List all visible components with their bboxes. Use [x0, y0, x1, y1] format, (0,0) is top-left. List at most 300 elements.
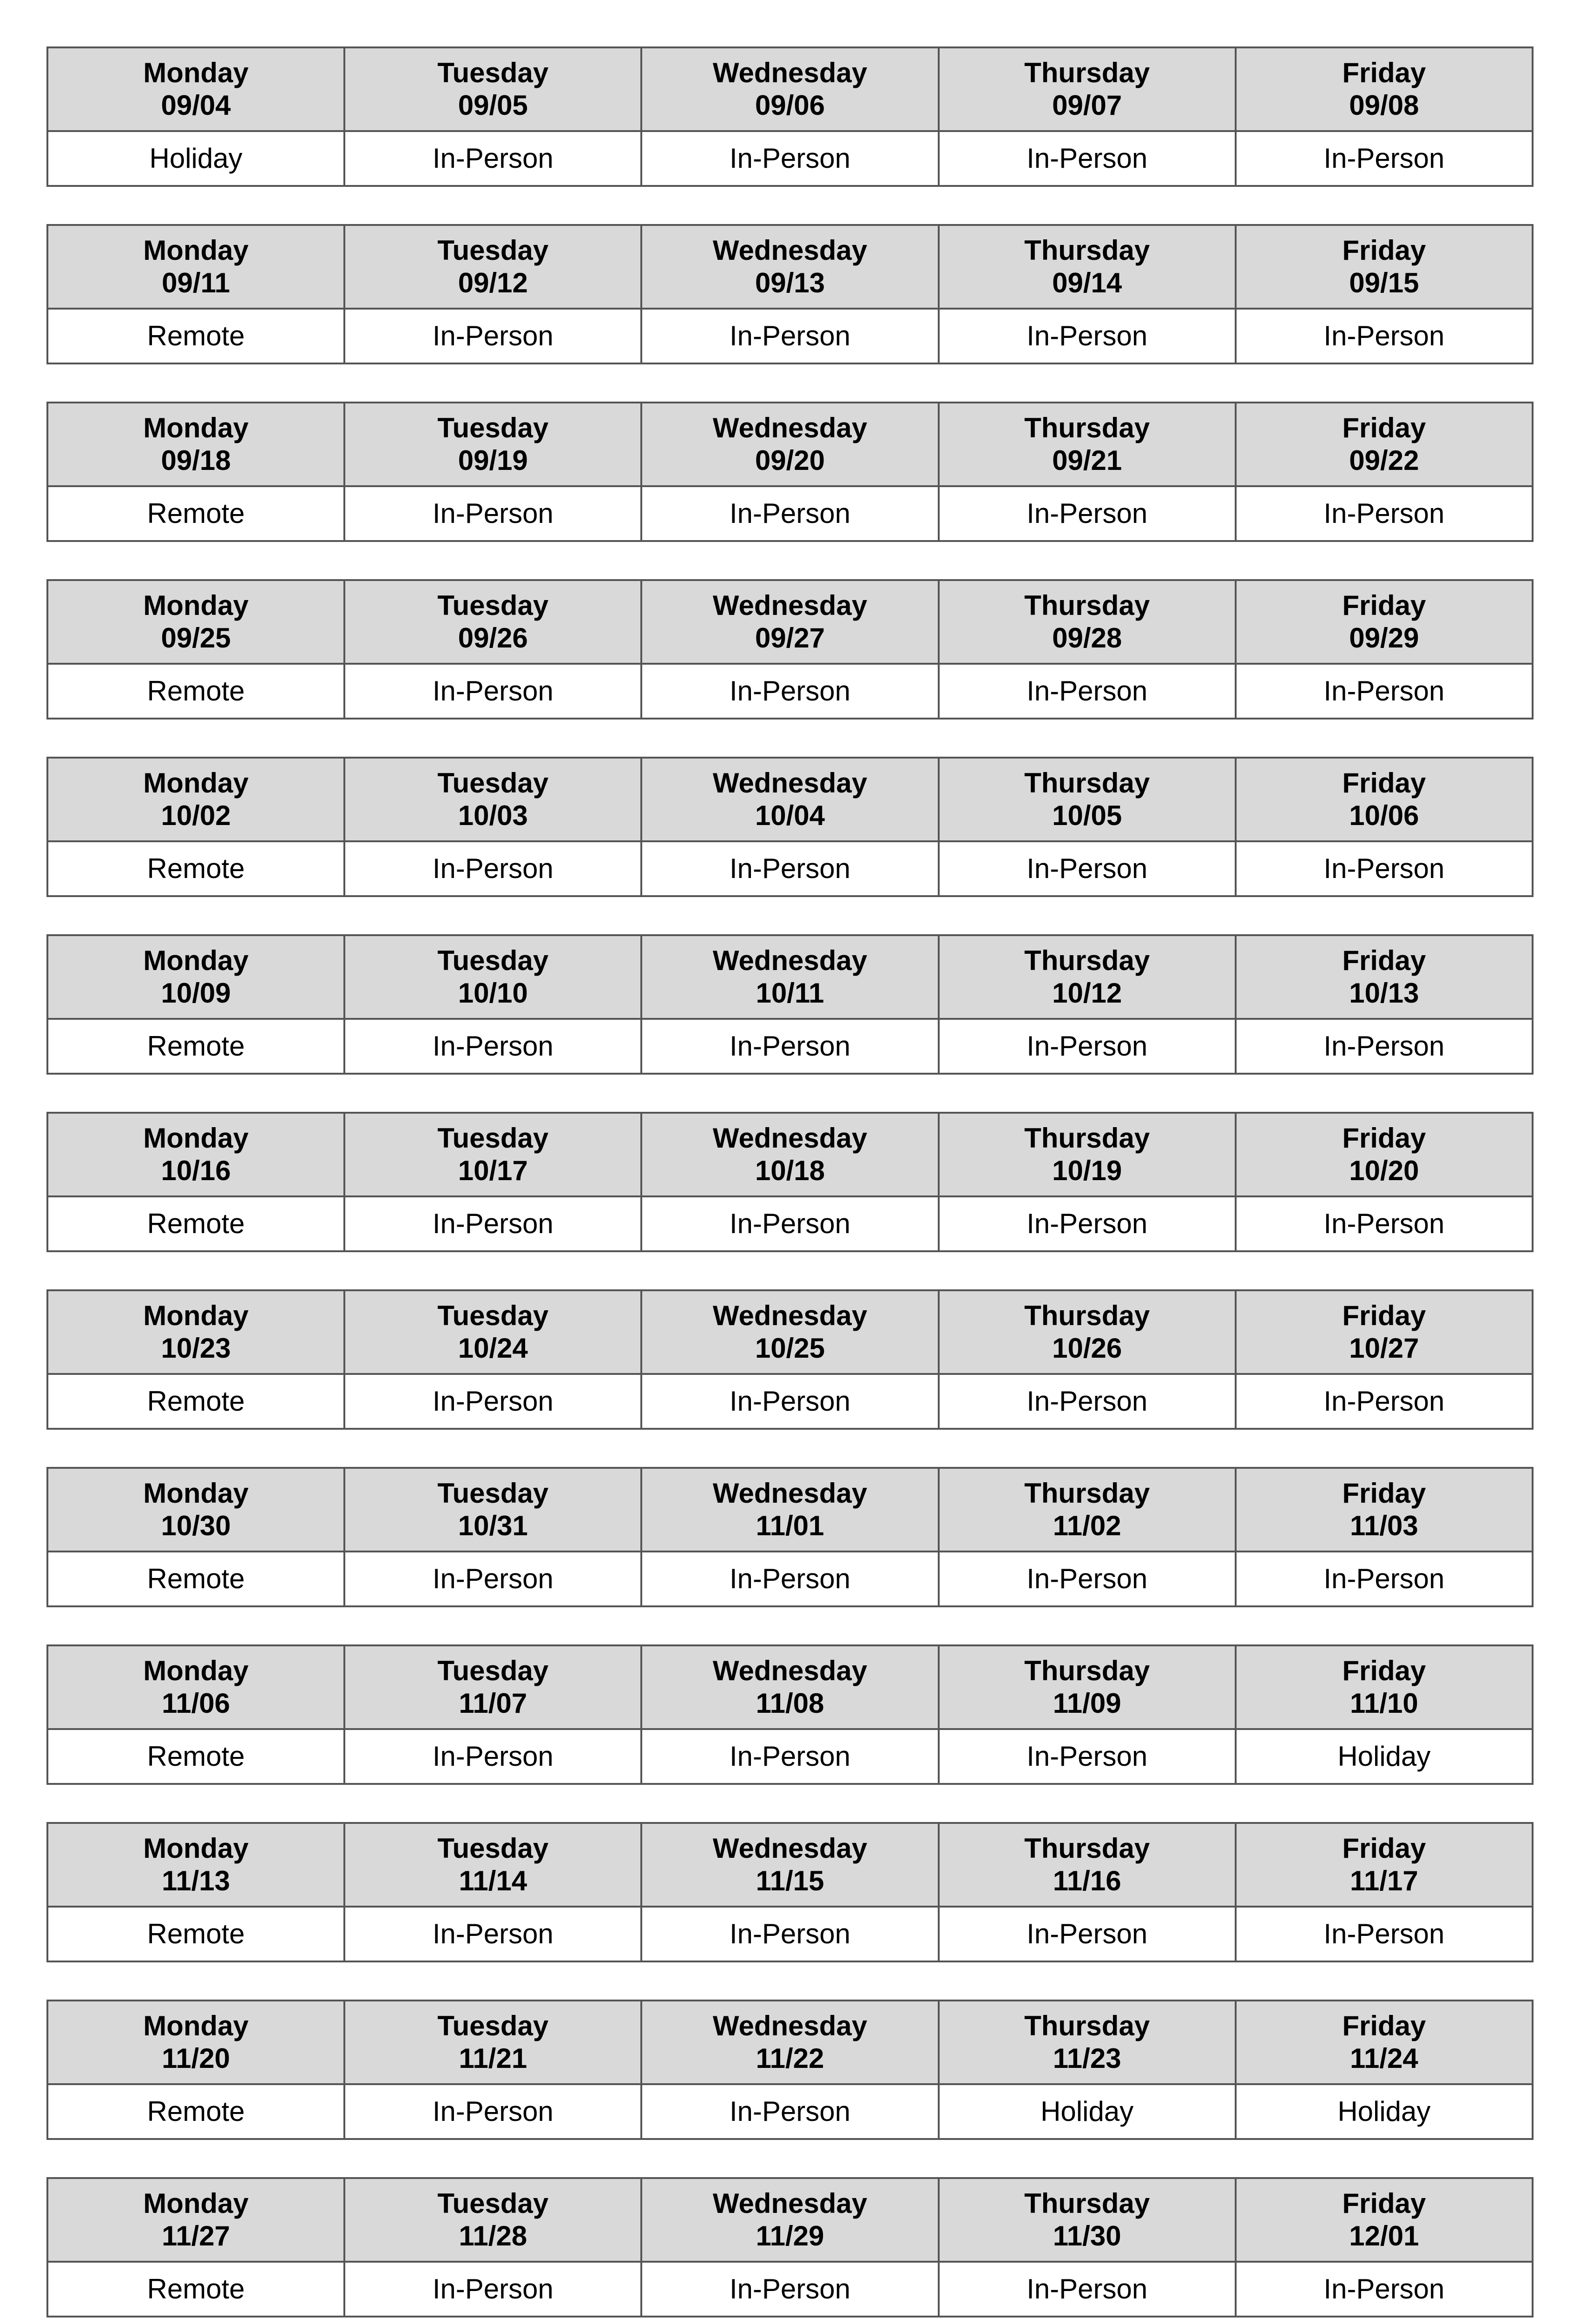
day-date: 11/17	[1350, 1865, 1418, 1896]
work-status-cell: In-Person	[939, 2262, 1236, 2317]
day-name: Monday	[143, 1655, 249, 1686]
day-date: 09/22	[1349, 445, 1419, 476]
day-name: Thursday	[1024, 1300, 1150, 1331]
work-status-cell: In-Person	[344, 486, 641, 541]
work-status-cell: Remote	[47, 1552, 344, 1606]
day-header	[344, 935, 641, 1019]
day-header	[344, 2000, 641, 2084]
work-status-cell: Remote	[47, 664, 344, 719]
work-status-cell: In-Person	[344, 1729, 641, 1784]
day-date: 10/27	[1349, 1333, 1419, 1364]
day-name: Tuesday	[437, 2010, 549, 2041]
day-header	[47, 1645, 344, 1729]
day-date: 09/14	[1052, 267, 1122, 298]
work-status-cell: Remote	[47, 1729, 344, 1784]
day-header	[641, 580, 938, 664]
day-date: 09/18	[161, 445, 231, 476]
day-header	[939, 580, 1236, 664]
day-date: 09/27	[755, 622, 825, 654]
day-name: Monday	[143, 1478, 249, 1509]
week-table	[46, 224, 1534, 364]
day-date: 10/19	[1052, 1155, 1122, 1186]
day-name: Monday	[143, 57, 249, 88]
day-date: 11/27	[162, 2220, 230, 2251]
day-date: 10/18	[755, 1155, 825, 1186]
day-date: 09/07	[1052, 90, 1122, 121]
day-name: Wednesday	[712, 1300, 868, 1331]
work-status-cell: In-Person	[344, 1019, 641, 1074]
work-status-cell: In-Person	[939, 664, 1236, 719]
day-name: Monday	[143, 767, 249, 799]
day-name: Thursday	[1024, 2188, 1150, 2219]
work-status-cell: In-Person	[344, 1196, 641, 1251]
day-header	[939, 1468, 1236, 1552]
day-date: 10/03	[458, 800, 528, 831]
day-name: Monday	[143, 2188, 249, 2219]
day-name: Wednesday	[712, 1655, 868, 1686]
day-header	[939, 1645, 1236, 1729]
day-name: Tuesday	[437, 235, 549, 266]
day-header	[1236, 1290, 1533, 1374]
work-status-cell: In-Person	[641, 841, 938, 896]
work-status-cell: Holiday	[1236, 1729, 1533, 1784]
day-name: Tuesday	[437, 1300, 549, 1331]
day-date: 11/22	[756, 2043, 824, 2074]
day-name: Thursday	[1024, 412, 1150, 443]
work-status-cell: Remote	[47, 2084, 344, 2139]
day-header	[1236, 403, 1533, 486]
work-status-cell: Holiday	[1236, 2084, 1533, 2139]
work-status-cell: In-Person	[939, 1196, 1236, 1251]
day-date: 09/19	[458, 445, 528, 476]
day-name: Wednesday	[712, 590, 868, 621]
day-header-row	[47, 580, 1533, 664]
day-name: Monday	[143, 2010, 249, 2041]
work-status-cell: Remote	[47, 2262, 344, 2317]
week-table	[46, 579, 1534, 720]
day-header	[1236, 1823, 1533, 1907]
day-header	[47, 935, 344, 1019]
work-status-cell: In-Person	[641, 1196, 938, 1251]
day-header	[641, 935, 938, 1019]
day-date: 09/13	[755, 267, 825, 298]
work-status-cell: In-Person	[1236, 664, 1533, 719]
day-name: Monday	[143, 590, 249, 621]
work-status-cell: In-Person	[939, 841, 1236, 896]
day-date: 11/21	[459, 2043, 527, 2074]
day-header	[344, 1113, 641, 1196]
day-header	[641, 47, 938, 131]
day-name: Thursday	[1024, 767, 1150, 799]
day-date: 10/11	[756, 977, 824, 1009]
day-header	[939, 1290, 1236, 1374]
day-date: 10/23	[161, 1333, 231, 1364]
day-name: Tuesday	[437, 2188, 549, 2219]
day-date: 10/25	[755, 1333, 825, 1364]
work-status-cell: In-Person	[641, 1374, 938, 1429]
day-date: 10/06	[1349, 800, 1419, 831]
day-header	[939, 758, 1236, 841]
work-status-cell: In-Person	[344, 2084, 641, 2139]
day-date: 10/04	[755, 800, 825, 831]
status-row	[47, 1552, 1533, 1606]
day-name: Monday	[143, 235, 249, 266]
day-header	[641, 1290, 938, 1374]
day-header-row	[47, 1290, 1533, 1374]
day-header-row	[47, 1113, 1533, 1196]
day-header	[641, 1645, 938, 1729]
work-status-cell: In-Person	[344, 1907, 641, 1961]
day-date: 11/06	[162, 1688, 230, 1719]
day-header	[47, 1823, 344, 1907]
day-name: Friday	[1342, 1655, 1426, 1686]
week-table	[46, 1289, 1534, 1430]
work-status-cell: In-Person	[1236, 309, 1533, 363]
work-status-cell: In-Person	[939, 1907, 1236, 1961]
day-name: Tuesday	[437, 1122, 549, 1154]
work-status-cell: In-Person	[641, 2084, 938, 2139]
day-name: Tuesday	[437, 590, 549, 621]
day-header	[47, 1468, 344, 1552]
day-date: 11/28	[459, 2220, 527, 2251]
day-header	[47, 47, 344, 131]
day-header-row	[47, 2000, 1533, 2084]
week-table	[46, 2000, 1534, 2140]
day-name: Tuesday	[437, 1833, 549, 1864]
day-name: Wednesday	[712, 235, 868, 266]
week-table	[46, 2177, 1534, 2317]
day-header-row	[47, 225, 1533, 309]
day-date: 11/14	[459, 1865, 527, 1896]
day-name: Tuesday	[437, 1655, 549, 1686]
work-status-cell: In-Person	[1236, 1019, 1533, 1074]
work-status-cell: Holiday	[47, 131, 344, 186]
day-date: 09/28	[1052, 622, 1122, 654]
day-header	[1236, 935, 1533, 1019]
day-header	[1236, 1468, 1533, 1552]
work-status-cell: Remote	[47, 1374, 344, 1429]
work-status-cell: In-Person	[641, 1907, 938, 1961]
status-row	[47, 1196, 1533, 1251]
day-name: Wednesday	[712, 945, 868, 976]
status-row	[47, 1729, 1533, 1784]
day-header	[641, 1113, 938, 1196]
day-name: Friday	[1342, 945, 1426, 976]
day-date: 10/05	[1052, 800, 1122, 831]
day-header-row	[47, 1645, 1533, 1729]
day-name: Thursday	[1024, 1655, 1150, 1686]
day-header	[344, 758, 641, 841]
status-row	[47, 1019, 1533, 1074]
day-header	[47, 2000, 344, 2084]
day-header	[1236, 1645, 1533, 1729]
day-name: Wednesday	[712, 2010, 868, 2041]
day-header	[641, 225, 938, 309]
work-status-cell: In-Person	[939, 1552, 1236, 1606]
status-row	[47, 841, 1533, 896]
status-row	[47, 309, 1533, 363]
day-name: Tuesday	[437, 945, 549, 976]
day-name: Monday	[143, 1122, 249, 1154]
day-name: Thursday	[1024, 945, 1150, 976]
week-table	[46, 934, 1534, 1075]
work-status-cell: In-Person	[1236, 1907, 1533, 1961]
day-header	[641, 758, 938, 841]
day-date: 10/24	[458, 1333, 528, 1364]
work-status-cell: In-Person	[1236, 1374, 1533, 1429]
work-status-cell: In-Person	[344, 309, 641, 363]
week-table	[46, 1467, 1534, 1607]
day-date: 11/01	[756, 1510, 824, 1541]
work-status-cell: In-Person	[641, 664, 938, 719]
day-header	[641, 2178, 938, 2262]
work-status-cell: In-Person	[939, 1019, 1236, 1074]
work-status-cell: In-Person	[939, 486, 1236, 541]
day-name: Friday	[1342, 1833, 1426, 1864]
work-status-cell: In-Person	[1236, 1196, 1533, 1251]
day-header	[47, 758, 344, 841]
week-table	[46, 46, 1534, 187]
day-header-row	[47, 2178, 1533, 2262]
day-name: Wednesday	[712, 2188, 868, 2219]
day-name: Friday	[1342, 1478, 1426, 1509]
work-status-cell: In-Person	[1236, 2262, 1533, 2317]
day-name: Thursday	[1024, 1833, 1150, 1864]
day-date: 10/16	[161, 1155, 231, 1186]
status-row	[47, 2262, 1533, 2317]
day-date: 09/15	[1349, 267, 1419, 298]
day-date: 10/31	[458, 1510, 528, 1541]
day-date: 09/20	[755, 445, 825, 476]
day-date: 11/07	[459, 1688, 527, 1719]
day-name: Monday	[143, 1300, 249, 1331]
day-name: Wednesday	[712, 1122, 868, 1154]
day-date: 09/04	[161, 90, 231, 121]
day-header	[1236, 225, 1533, 309]
work-status-cell: In-Person	[1236, 841, 1533, 896]
work-status-cell: In-Person	[344, 131, 641, 186]
day-name: Tuesday	[437, 57, 549, 88]
day-date: 09/08	[1349, 90, 1419, 121]
day-name: Monday	[143, 1833, 249, 1864]
day-header	[344, 47, 641, 131]
day-date: 09/05	[458, 90, 528, 121]
day-header	[939, 1823, 1236, 1907]
day-name: Friday	[1342, 57, 1426, 88]
status-row	[47, 486, 1533, 541]
day-header	[47, 225, 344, 309]
status-row	[47, 2084, 1533, 2139]
day-header-row	[47, 758, 1533, 841]
day-date: 10/17	[458, 1155, 528, 1186]
day-name: Thursday	[1024, 1122, 1150, 1154]
day-name: Thursday	[1024, 235, 1150, 266]
day-header-row	[47, 403, 1533, 486]
work-status-cell: In-Person	[344, 1374, 641, 1429]
work-status-cell: In-Person	[641, 486, 938, 541]
day-date: 11/09	[1053, 1688, 1121, 1719]
day-header	[939, 47, 1236, 131]
day-name: Wednesday	[712, 1478, 868, 1509]
status-row	[47, 1374, 1533, 1429]
status-row	[47, 131, 1533, 186]
work-status-cell: In-Person	[1236, 131, 1533, 186]
day-header-row	[47, 1823, 1533, 1907]
day-name: Friday	[1342, 590, 1426, 621]
day-header	[1236, 1113, 1533, 1196]
work-status-cell: In-Person	[344, 1552, 641, 1606]
day-header	[47, 1113, 344, 1196]
day-name: Thursday	[1024, 2010, 1150, 2041]
day-name: Friday	[1342, 1300, 1426, 1331]
week-table	[46, 402, 1534, 542]
day-header	[47, 1290, 344, 1374]
day-date: 10/09	[161, 977, 231, 1009]
day-name: Wednesday	[712, 57, 868, 88]
work-status-cell: In-Person	[1236, 486, 1533, 541]
work-status-cell: Remote	[47, 1196, 344, 1251]
day-header-row	[47, 47, 1533, 131]
day-name: Thursday	[1024, 590, 1150, 621]
day-date: 10/30	[161, 1510, 231, 1541]
day-date: 10/12	[1052, 977, 1122, 1009]
week-table	[46, 757, 1534, 897]
work-status-cell: In-Person	[641, 1019, 938, 1074]
day-name: Friday	[1342, 235, 1426, 266]
day-header-row	[47, 935, 1533, 1019]
day-header	[1236, 2178, 1533, 2262]
work-status-cell: Remote	[47, 841, 344, 896]
day-header	[344, 1823, 641, 1907]
work-status-cell: In-Person	[641, 131, 938, 186]
day-name: Friday	[1342, 412, 1426, 443]
day-header-row	[47, 1468, 1533, 1552]
day-name: Friday	[1342, 2010, 1426, 2041]
day-date: 11/15	[756, 1865, 824, 1896]
status-row	[47, 664, 1533, 719]
day-date: 09/06	[755, 90, 825, 121]
work-status-cell: In-Person	[641, 1729, 938, 1784]
work-status-cell: In-Person	[939, 131, 1236, 186]
day-date: 12/01	[1349, 2220, 1419, 2251]
day-name: Thursday	[1024, 1478, 1150, 1509]
day-name: Monday	[143, 945, 249, 976]
day-name: Wednesday	[712, 1833, 868, 1864]
day-header	[344, 580, 641, 664]
day-date: 11/10	[1350, 1688, 1418, 1719]
day-header	[344, 225, 641, 309]
day-date: 10/26	[1052, 1333, 1122, 1364]
day-header	[1236, 580, 1533, 664]
day-header	[641, 403, 938, 486]
day-date: 11/29	[756, 2220, 824, 2251]
day-name: Wednesday	[712, 767, 868, 799]
day-header	[344, 1290, 641, 1374]
day-date: 09/11	[162, 267, 230, 298]
work-status-cell: In-Person	[641, 1552, 938, 1606]
day-date: 09/12	[458, 267, 528, 298]
work-status-cell: In-Person	[641, 309, 938, 363]
day-date: 09/29	[1349, 622, 1419, 654]
work-status-cell: Holiday	[939, 2084, 1236, 2139]
day-header	[939, 1113, 1236, 1196]
day-header	[1236, 758, 1533, 841]
work-status-cell: In-Person	[344, 664, 641, 719]
day-name: Tuesday	[437, 1478, 549, 1509]
work-status-cell: In-Person	[641, 2262, 938, 2317]
day-name: Friday	[1342, 767, 1426, 799]
day-date: 11/20	[162, 2043, 230, 2074]
day-date: 11/02	[1053, 1510, 1121, 1541]
day-header	[47, 2178, 344, 2262]
status-row	[47, 1907, 1533, 1961]
day-header	[939, 403, 1236, 486]
work-status-cell: Remote	[47, 1907, 344, 1961]
day-header	[344, 2178, 641, 2262]
day-header	[47, 580, 344, 664]
day-date: 11/30	[1053, 2220, 1121, 2251]
day-name: Friday	[1342, 2188, 1426, 2219]
day-date: 09/25	[161, 622, 231, 654]
weekly-schedule	[46, 46, 1534, 2324]
work-status-cell: In-Person	[939, 1374, 1236, 1429]
day-name: Monday	[143, 412, 249, 443]
day-date: 11/03	[1350, 1510, 1418, 1541]
day-header	[939, 2000, 1236, 2084]
work-status-cell: In-Person	[939, 1729, 1236, 1784]
work-status-cell: Remote	[47, 486, 344, 541]
work-status-cell: In-Person	[939, 309, 1236, 363]
day-name: Tuesday	[437, 412, 549, 443]
work-status-cell: In-Person	[344, 841, 641, 896]
day-header	[939, 2178, 1236, 2262]
day-date: 11/13	[162, 1865, 230, 1896]
day-name: Thursday	[1024, 57, 1150, 88]
day-header	[939, 225, 1236, 309]
week-table	[46, 1644, 1534, 1785]
work-status-cell: In-Person	[344, 2262, 641, 2317]
day-name: Friday	[1342, 1122, 1426, 1154]
day-date: 10/10	[458, 977, 528, 1009]
day-header	[344, 1468, 641, 1552]
work-status-cell: Remote	[47, 1019, 344, 1074]
day-header	[641, 1823, 938, 1907]
day-date: 11/24	[1350, 2043, 1418, 2074]
day-header	[1236, 2000, 1533, 2084]
work-status-cell: In-Person	[1236, 1552, 1533, 1606]
week-table	[46, 1822, 1534, 1962]
day-date: 11/23	[1053, 2043, 1121, 2074]
day-header	[47, 403, 344, 486]
day-date: 11/16	[1053, 1865, 1121, 1896]
day-header	[641, 1468, 938, 1552]
day-date: 09/21	[1052, 445, 1122, 476]
week-table	[46, 1112, 1534, 1252]
work-status-cell: Remote	[47, 309, 344, 363]
day-header	[1236, 47, 1533, 131]
day-header	[344, 1645, 641, 1729]
day-name: Wednesday	[712, 412, 868, 443]
day-date: 09/26	[458, 622, 528, 654]
day-header	[641, 2000, 938, 2084]
day-header	[344, 403, 641, 486]
day-header	[939, 935, 1236, 1019]
day-date: 11/08	[756, 1688, 824, 1719]
day-date: 10/20	[1349, 1155, 1419, 1186]
day-name: Tuesday	[437, 767, 549, 799]
day-date: 10/02	[161, 800, 231, 831]
day-date: 10/13	[1349, 977, 1419, 1009]
